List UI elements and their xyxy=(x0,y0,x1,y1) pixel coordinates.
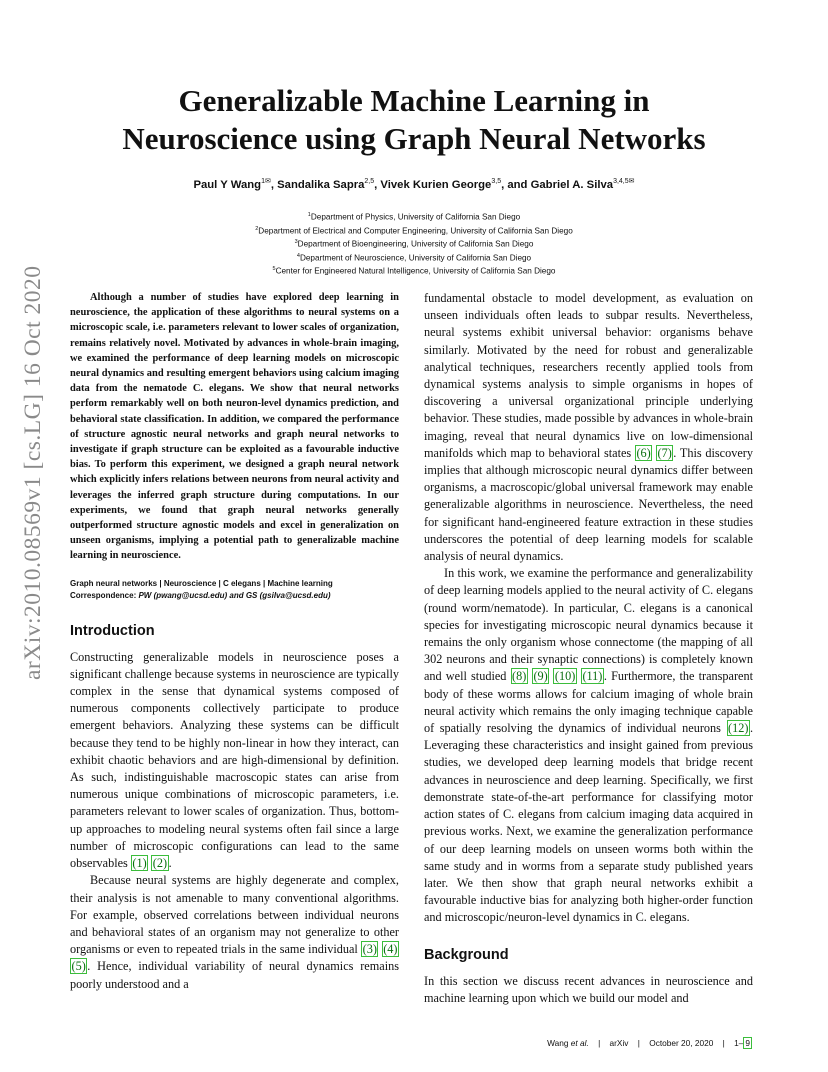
affiliation-text: Department of Bioengineering, University of California San Diego xyxy=(297,239,534,249)
footer-separator: | xyxy=(637,1038,640,1048)
affiliation-text: Department of Physics, University of California San Diego xyxy=(310,212,521,222)
footer-date: October 20, 2020 xyxy=(649,1038,714,1048)
paragraph-text: . Leveraging these characteristics and insight gained from previous studies, we developed deep learning models that bridge recent advances in neuroscience and deep learning. Specifically, we first demonstrate state-of-the-art performance for classifying motor action states of C. elegans from calcium imaging data acquired in previous works. Next, we examine the generalization performance of our deep learning models on unseen worms both within the same study and in worms from a separate study published years later. We then show that graph neural networks exhibit a favourable inductive bias for analyzing both higher-order function and microscopic/neuron-level dynamics in C. elegans. xyxy=(424,721,753,925)
citation-link[interactable]: (8) xyxy=(512,669,527,684)
affiliation-number: 5 xyxy=(272,266,276,273)
author-affil-sup: 3,5 xyxy=(491,178,502,185)
correspondence-label: Correspondence: xyxy=(70,591,137,601)
footer-author: Wang xyxy=(547,1038,569,1048)
right-column xyxy=(424,290,753,1007)
citation-link[interactable]: (1) xyxy=(132,856,147,871)
section-heading-introduction: Introduction xyxy=(70,622,155,639)
title-line-2: Neuroscience using Graph Neural Networks xyxy=(122,121,706,156)
citation-link[interactable]: (11) xyxy=(582,669,603,684)
author-name: Paul Y Wang xyxy=(193,178,262,191)
keywords-block xyxy=(70,578,399,603)
affiliation-number: 3 xyxy=(294,239,298,246)
affiliation-text: Department of Electrical and Computer Engineering, University of California San Diego xyxy=(258,226,573,236)
correspondence xyxy=(70,590,399,603)
intro-paragraph-2 xyxy=(70,872,399,992)
author-name: Vivek Kurien George xyxy=(380,178,492,191)
paragraph-text: fundamental obstacle to model development, as evaluation on unseen individuals often leads to subpar results. Nevertheless, neural systems exhibit universal behavior: organisms behave similarly. Motivated by the need for robust and generalizable analytical techniques, researchers recently applied tools from dynamical systems analysis to simple organisms in hopes of discovering a universal organizational principle underlying behavior. These studies, made possible by advances in whole-brain imaging, reveal that neural dynamics live on low-dimensional manifolds which map to behavioral states xyxy=(424,291,753,460)
correspondence-emails[interactable]: PW (pwang@ucsd.edu) and GS (gsilva@ucsd.edu) xyxy=(138,591,331,601)
affiliation xyxy=(0,251,828,265)
author-name: Gabriel A. Silva xyxy=(530,178,614,191)
citation-link[interactable]: (3) xyxy=(362,942,377,957)
affiliation-number: 2 xyxy=(255,225,259,232)
paragraph-text: Because neural systems are highly degenerate and complex, their analysis is not amenable to many conventional algorithms. For example, observed correlations between individual neurons and behavioral states of an organism may not generalize to other organisms or even to repeated trials in the same individual xyxy=(70,873,399,957)
background-paragraph: In this section we discuss recent advances in neuroscience and machine learning upon which we build our model and xyxy=(424,973,753,1005)
footer-page-total-link[interactable]: 9 xyxy=(745,1038,750,1048)
intro-paragraph-1: Constructing generalizable models in neuroscience poses a significant challenge because systems in neuroscience are typically complex in the sense that dynamical systems composed of numerous components collectively participate to produce emergent behaviors. Analyzing these systems can be difficult because they tend to be highly non-linear in how they interact, can exhibit chaotic behaviors and are high-dimensional by definition. As such, indistinguishable macroscopic states can arise from numerous unique combinations of microscopic parameters, i.e. parameters relevant to lower scales of organization. Thus, bottom-up approaches to modeling neural systems often fail since a large number of microscopic configurations can lead to the same observables (1) (2) . xyxy=(70,649,399,871)
affiliation-number: 1 xyxy=(307,212,311,218)
mail-icon[interactable]: ✉ xyxy=(628,178,635,185)
affiliation-text: Department of Neuroscience, University of California San Diego xyxy=(299,253,532,263)
keywords: Graph neural networks | Neuroscience | C elegans | Machine learning xyxy=(70,578,333,588)
citation-link[interactable]: (5) xyxy=(71,959,86,974)
arxiv-identifier: arXiv:2010.08569v1 [cs.LG] 16 Oct 2020 xyxy=(20,265,46,680)
footer-separator: | xyxy=(722,1038,725,1048)
footer-venue: arXiv xyxy=(609,1038,629,1048)
citation-link[interactable]: (7) xyxy=(657,445,672,460)
footer-etal: et al. xyxy=(570,1038,589,1048)
citation-link[interactable]: (10) xyxy=(554,669,576,684)
paragraph-text: . Hence, individual variability of neural dynamics remains poorly understood and a xyxy=(70,959,399,991)
citation-link[interactable]: (4) xyxy=(383,942,398,957)
author-list: Paul Y Wang$^{1✉}$, Sandalika Sapra$^{2,5}$, Vivek Kurien George$^{3,5}$, and Gabriel A. Silva$^{3,4,5✉}$ xyxy=(193,178,635,191)
affiliation xyxy=(0,210,828,224)
affiliation-text: Center for Engineered Natural Intelligence, University of California San Diego xyxy=(275,266,556,276)
author-affil-sup: 2,5 xyxy=(364,178,375,185)
paragraph-text: . Furthermore, the transparent body of these worms allows for calcium imaging of whole brain neural activity which remains the only imaging technique capable of spatially resolving the dynamics of individual neurons xyxy=(424,669,754,736)
author-affil-sup: 3,4,5 xyxy=(613,178,629,185)
paragraph-text: In this work, we examine the performance and generalizability of deep learning models applied to the neural activity of C. elegans (round worm/nematode). In particular, C. elegans is a canonical species for investigating microscopic neural dynamics because it remains the only organism whose connectome (the mapping of all 302 neurons and their synaptic connections) is completely known and well studied xyxy=(424,566,753,684)
citation-link[interactable]: (6) xyxy=(636,445,651,460)
paragraph-text: . This discovery implies that although microscopic neural dynamics differ between organisms, a macroscopic/global universal framework may enable generalizable algorithms in neuroscience. Nevertheless, the need for significant hand-engineered feature extraction in these studies underscores the potential of deep learning models for scalable analysis of neural dynamics. xyxy=(424,445,754,564)
mail-icon[interactable]: ✉ xyxy=(264,178,271,185)
affiliation xyxy=(0,224,828,238)
paragraph-text: Constructing generalizable models in neuroscience poses a significant challenge because systems in neuroscience are typically complex in the sense that dynamical systems composed of numerous components collectively participate to produce emergent behaviors. Analyzing these systems can be difficult because they tend to be highly non-linear in how they interact, can exhibit chaotic behaviors and are high-dimensional by definition. As such, indistinguishable macroscopic states can arise from numerous unique combinations of microscopic parameters, i.e. parameters relevant to lower scales of organization. Thus, bottom-up approaches to modeling neural systems often fail since a large number of microscopic configurations can lead to the same observables xyxy=(70,649,399,871)
left-column xyxy=(70,290,399,993)
citation-link[interactable]: (9) xyxy=(533,669,548,684)
author-affil-sup: 1 xyxy=(261,178,265,185)
citation-link[interactable]: (12) xyxy=(728,721,749,736)
author-name: Sandalika Sapra xyxy=(277,178,365,191)
right-paragraph-2 xyxy=(424,565,753,926)
footer-page-prefix: 1– xyxy=(734,1038,744,1048)
right-paragraph-1 xyxy=(424,290,753,565)
affiliation xyxy=(0,264,828,278)
footer-separator: | xyxy=(598,1038,601,1048)
section-heading-background: Background xyxy=(424,946,509,963)
affiliation-number: 4 xyxy=(296,252,300,259)
paper-title xyxy=(0,82,828,158)
affiliation-list xyxy=(0,210,828,278)
citation-link[interactable]: (2) xyxy=(152,856,168,871)
abstract: Although a number of studies have explored deep learning in neuroscience, the application of these algorithms to neural systems on a microscopic scale, i.e. parameters relevant to lower scales of organization, remains relatively novel. Motivated by advances in whole-brain imaging, we examined the performance of deep learning models on microscopic neural dynamics and resulting emergent behaviors using calcium imaging data from the nematode C. elegans. We show that neural networks perform remarkably well on both neuron-level dynamics prediction, and behavioral state classification. In addition, we compared the performance of structure agnostic neural networks and graph neural networks to investigate if graph structure can be exploited as a favourable inductive bias. To perform this experiment, we designed a graph neural network which explicitly infers relations between neurons from neural activity and leverages the inferred graph structure during computations. In our experiments, we found that graph neural networks generally outperformed structure agnostic models and excel in generalization on unseen organisms, implying a potential path to generalizable machine learning in neuroscience. xyxy=(70,292,399,562)
affiliation xyxy=(0,237,828,251)
page-footer xyxy=(547,1038,752,1048)
title-line-1: Generalizable Machine Learning in xyxy=(178,83,650,118)
